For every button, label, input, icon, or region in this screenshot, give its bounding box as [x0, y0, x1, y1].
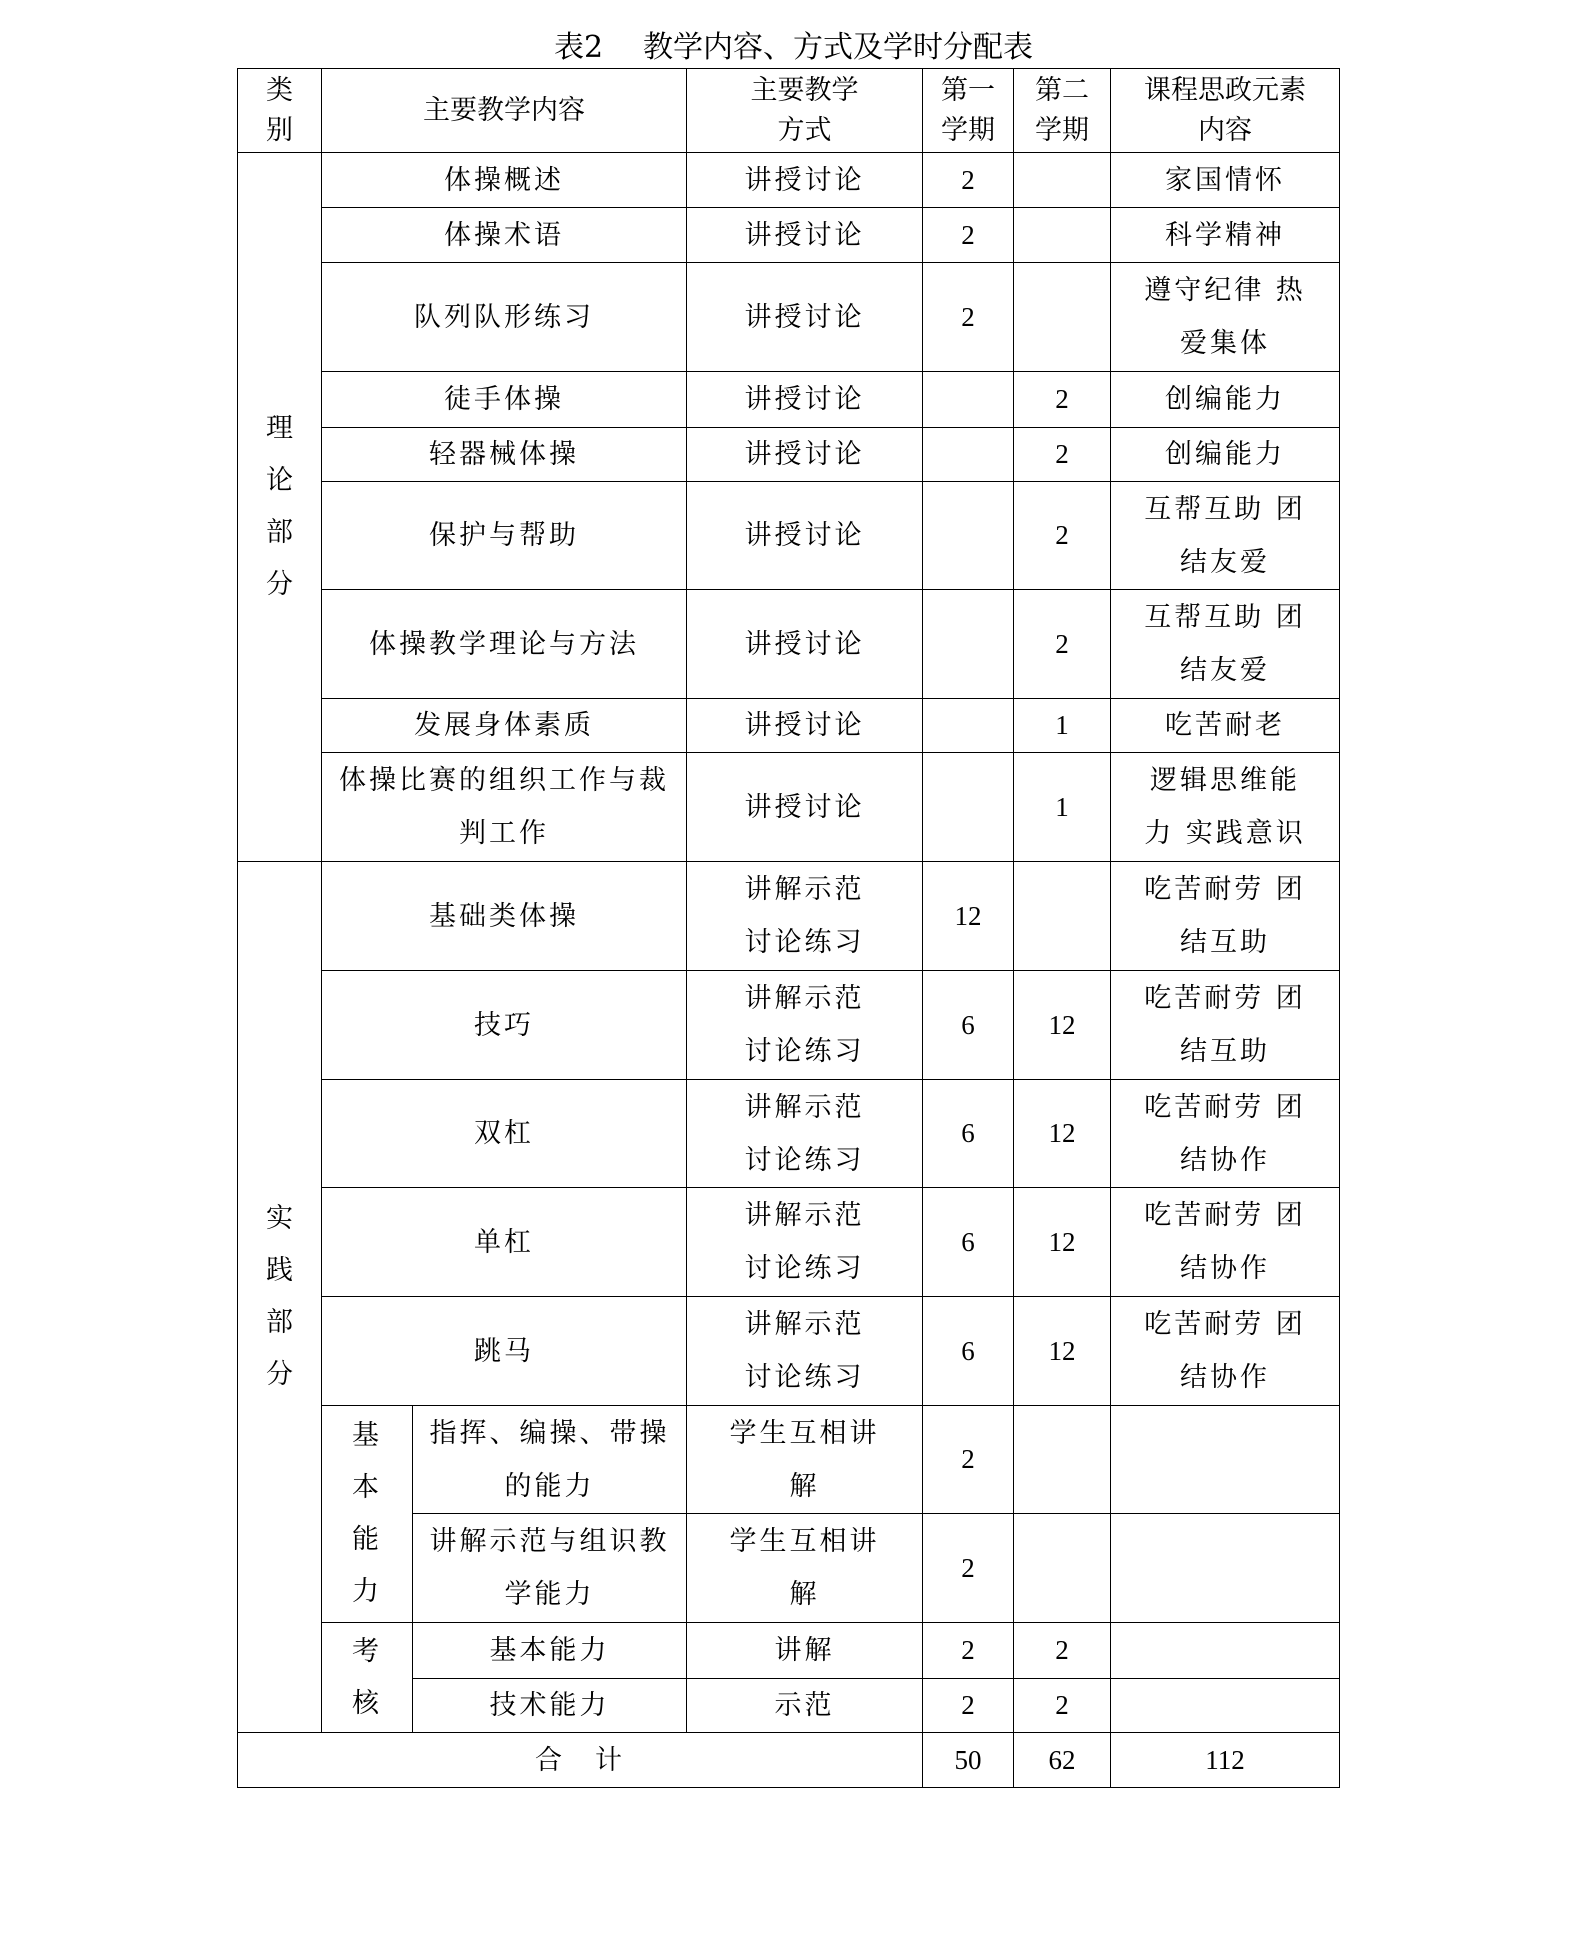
ideology-cell: 吃苦耐老 — [1111, 699, 1340, 753]
method-cell: 讲授讨论 — [687, 372, 923, 428]
method-cell: 讲授讨论 — [687, 153, 923, 208]
content-cell: 徒手体操 — [322, 372, 687, 428]
term1-cell: 12 — [923, 862, 1014, 971]
content-cell: 跳马 — [322, 1297, 687, 1406]
header-content: 主要教学内容 — [322, 69, 687, 153]
term2-cell: 2 — [1014, 590, 1111, 699]
total-label: 合 计 — [238, 1733, 923, 1788]
content-cell: 技巧 — [322, 971, 687, 1080]
table-row — [238, 153, 1340, 208]
ideology-cell: 互帮互助 团结友爱 — [1111, 482, 1340, 590]
term1-cell — [923, 590, 1014, 699]
category-theory: 理论部分 — [238, 153, 322, 862]
table-row — [238, 971, 1340, 1080]
ideology-cell: 创编能力 — [1111, 372, 1340, 428]
term1-cell: 2 — [923, 1679, 1014, 1733]
ideology-cell: 逻辑思维能力 实践意识 — [1111, 753, 1340, 862]
term1-cell: 2 — [923, 208, 1014, 263]
method-cell: 讲授讨论 — [687, 208, 923, 263]
subcategory-exam: 考核 — [322, 1623, 413, 1733]
term2-cell — [1014, 263, 1111, 372]
table-row — [238, 1080, 1340, 1188]
content-cell: 指挥、编操、带操的能力 — [413, 1406, 687, 1514]
ideology-cell: 吃苦耐劳 团结协作 — [1111, 1297, 1340, 1406]
term2-cell — [1014, 153, 1111, 208]
table-row — [238, 1297, 1340, 1406]
term2-cell: 12 — [1014, 1188, 1111, 1297]
table-row — [238, 1406, 1340, 1514]
term1-cell: 6 — [923, 1188, 1014, 1297]
method-cell: 讲授讨论 — [687, 590, 923, 699]
ideology-cell: 家国情怀 — [1111, 153, 1340, 208]
term1-cell — [923, 699, 1014, 753]
ideology-cell: 吃苦耐劳 团结互助 — [1111, 862, 1340, 971]
content-cell: 双杠 — [322, 1080, 687, 1188]
content-cell: 发展身体素质 — [322, 699, 687, 753]
method-cell: 示范 — [687, 1679, 923, 1733]
ideology-cell: 创编能力 — [1111, 428, 1340, 482]
schedule-table — [237, 68, 1340, 1788]
table-row — [238, 699, 1340, 753]
term1-cell — [923, 753, 1014, 862]
table-row — [238, 428, 1340, 482]
term2-cell: 2 — [1014, 1623, 1111, 1679]
header-row — [238, 69, 1340, 153]
method-cell: 讲解 — [687, 1623, 923, 1679]
subcategory-basic: 基本能力 — [322, 1406, 413, 1623]
method-cell: 讲解示范 讨论练习 — [687, 1080, 923, 1188]
table-title: 表2 教学内容、方式及学时分配表 — [553, 30, 1034, 65]
content-cell: 讲解示范与组识教学能力 — [413, 1514, 687, 1623]
term1-cell: 2 — [923, 1514, 1014, 1623]
content-cell: 队列队形练习 — [322, 263, 687, 372]
term1-cell: 6 — [923, 1297, 1014, 1406]
term2-cell: 2 — [1014, 372, 1111, 428]
ideology-cell — [1111, 1514, 1340, 1623]
ideology-cell — [1111, 1679, 1340, 1733]
header-ideology: 课程思政元素内容 — [1111, 69, 1340, 153]
term2-cell: 2 — [1014, 1679, 1111, 1733]
total-row — [238, 1733, 1340, 1788]
table-row — [238, 208, 1340, 263]
term2-cell — [1014, 208, 1111, 263]
table-row — [238, 1188, 1340, 1297]
method-cell: 讲解示范 讨论练习 — [687, 1188, 923, 1297]
term1-cell: 2 — [923, 153, 1014, 208]
term1-cell: 2 — [923, 263, 1014, 372]
content-cell: 体操教学理论与方法 — [322, 590, 687, 699]
category-practice: 实践部分 — [238, 862, 322, 1733]
content-cell: 单杠 — [322, 1188, 687, 1297]
term2-cell: 1 — [1014, 753, 1111, 862]
method-cell: 学生互相讲解 — [687, 1514, 923, 1623]
term1-cell: 6 — [923, 1080, 1014, 1188]
method-cell: 讲授讨论 — [687, 753, 923, 862]
header-method: 主要教学方式 — [687, 69, 923, 153]
term2-cell: 2 — [1014, 428, 1111, 482]
term1-cell — [923, 428, 1014, 482]
content-cell: 体操术语 — [322, 208, 687, 263]
total-term1: 50 — [923, 1733, 1014, 1788]
table-row — [238, 372, 1340, 428]
term2-cell: 12 — [1014, 1080, 1111, 1188]
term2-cell — [1014, 1406, 1111, 1514]
ideology-cell — [1111, 1623, 1340, 1679]
content-cell: 体操概述 — [322, 153, 687, 208]
term1-cell — [923, 482, 1014, 590]
term2-cell — [1014, 862, 1111, 971]
header-term1: 第一学期 — [923, 69, 1014, 153]
ideology-cell: 遵守纪律 热爱集体 — [1111, 263, 1340, 372]
term1-cell: 6 — [923, 971, 1014, 1080]
ideology-cell: 吃苦耐劳 团结协作 — [1111, 1188, 1340, 1297]
total-sum: 112 — [1111, 1733, 1340, 1788]
header-term2: 第二学期 — [1014, 69, 1111, 153]
ideology-cell — [1111, 1406, 1340, 1514]
term1-cell — [923, 372, 1014, 428]
term1-cell: 2 — [923, 1406, 1014, 1514]
content-cell: 体操比赛的组织工作与裁判工作 — [322, 753, 687, 862]
content-cell: 基础类体操 — [322, 862, 687, 971]
method-cell: 讲授讨论 — [687, 263, 923, 372]
method-cell: 讲授讨论 — [687, 482, 923, 590]
total-term2: 62 — [1014, 1733, 1111, 1788]
term2-cell: 1 — [1014, 699, 1111, 753]
table-row — [238, 263, 1340, 372]
ideology-cell: 吃苦耐劳 团结协作 — [1111, 1080, 1340, 1188]
table-row — [238, 753, 1340, 862]
method-cell: 讲解示范 讨论练习 — [687, 971, 923, 1080]
method-cell: 讲授讨论 — [687, 699, 923, 753]
header-category: 类别 — [238, 69, 322, 153]
ideology-cell: 吃苦耐劳 团结互助 — [1111, 971, 1340, 1080]
method-cell: 学生互相讲解 — [687, 1406, 923, 1514]
term2-cell: 12 — [1014, 1297, 1111, 1406]
table-row — [238, 482, 1340, 590]
term2-cell — [1014, 1514, 1111, 1623]
table-row — [238, 1623, 1340, 1679]
term1-cell: 2 — [923, 1623, 1014, 1679]
table-row — [238, 590, 1340, 699]
ideology-cell: 科学精神 — [1111, 208, 1340, 263]
term2-cell: 2 — [1014, 482, 1111, 590]
method-cell: 讲解示范 讨论练习 — [687, 1297, 923, 1406]
content-cell: 技术能力 — [413, 1679, 687, 1733]
content-cell: 轻器械体操 — [322, 428, 687, 482]
content-cell: 保护与帮助 — [322, 482, 687, 590]
ideology-cell: 互帮互助 团结友爱 — [1111, 590, 1340, 699]
table-row — [238, 862, 1340, 971]
method-cell: 讲解示范 讨论练习 — [687, 862, 923, 971]
content-cell: 基本能力 — [413, 1623, 687, 1679]
method-cell: 讲授讨论 — [687, 428, 923, 482]
term2-cell: 12 — [1014, 971, 1111, 1080]
